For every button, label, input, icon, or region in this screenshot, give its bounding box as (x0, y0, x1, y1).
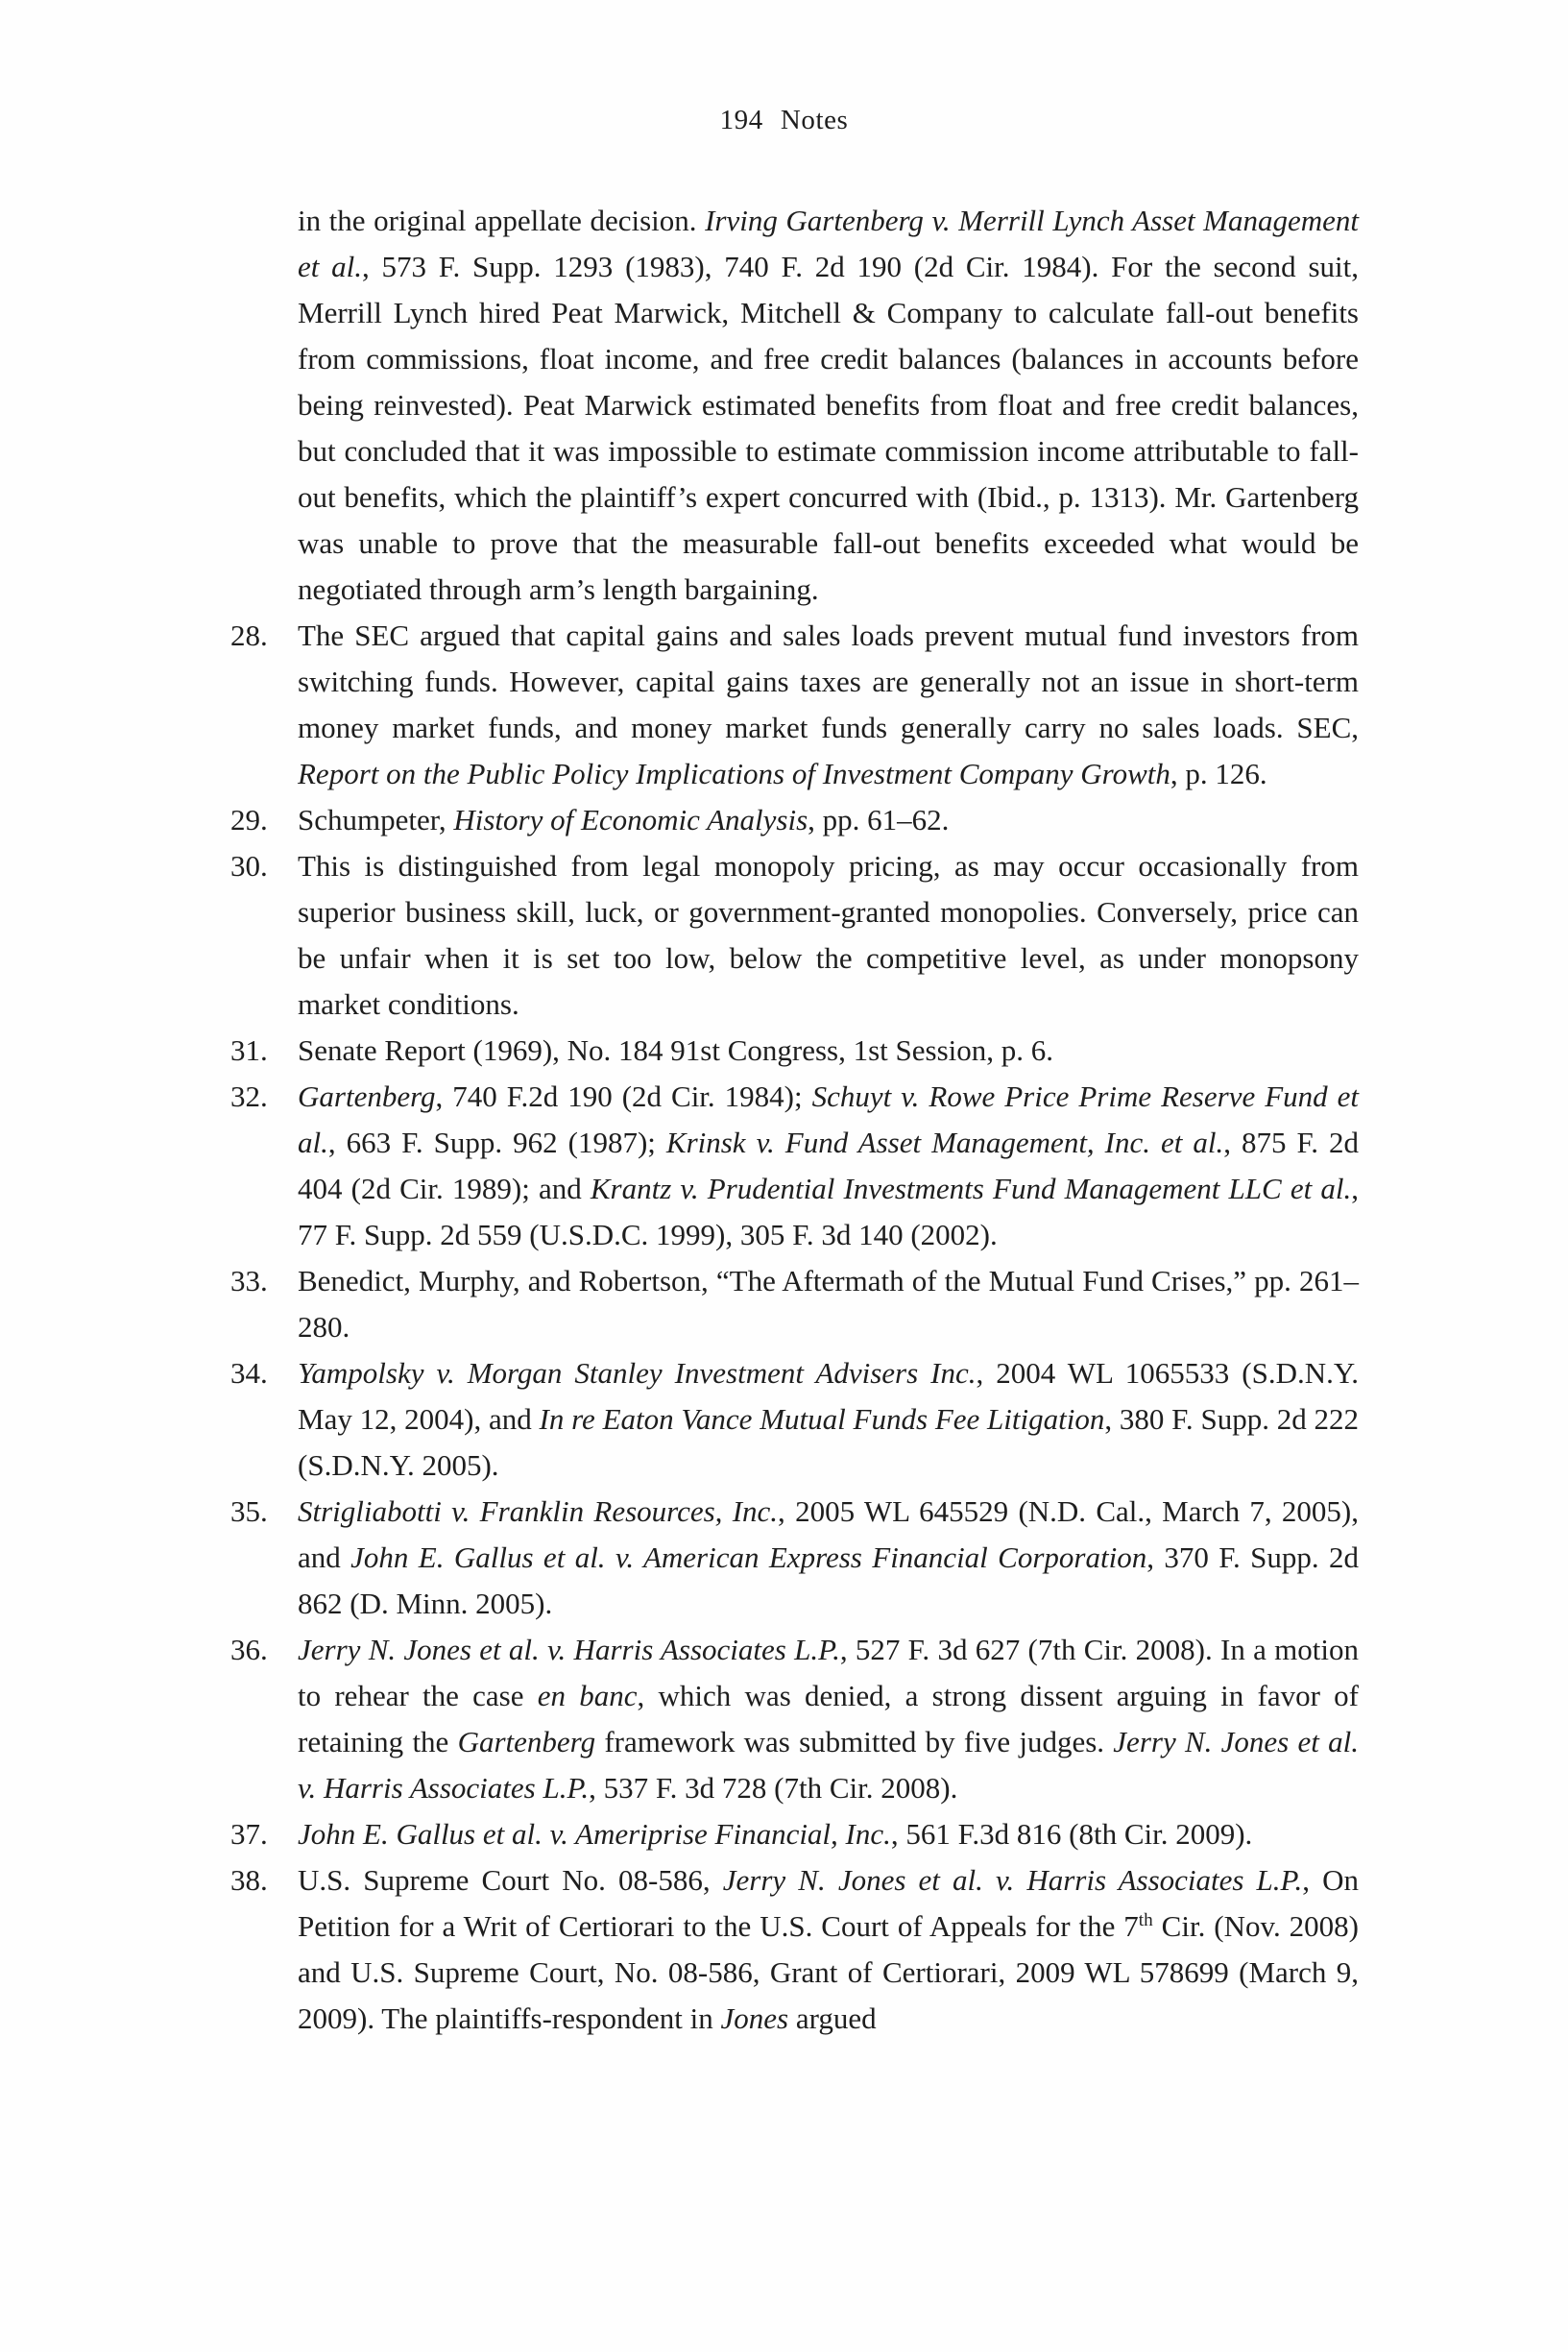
note-number: 28. (230, 618, 268, 652)
note-27-continuation-text: in the original appellate decision. Irving Gartenberg v. Merrill Lynch Asset Management et al., 573 F. Supp. 1293 (1983), 740 F. 2d 190 (2d Cir. 1984). For the second suit, Merrill Lynch hired Peat Marwick, Mitchell & Company to calculate fall-out benefits from commissions, float income, and free credit balances (balances in accounts before being reinvested). Peat Marwick estimated benefits from float and free credit balances, but concluded that it was impossible to estimate commission income attributable to fall-out benefits, which the plaintiff’s expert concurred with (Ibid., p. 1313). Mr. Gartenberg was unable to prove that the measurable fall-out benefits exceeded what would be negotiated through arm’s length bargaining. (298, 204, 1359, 606)
page-number: 194 (719, 105, 763, 135)
note-number: 33. (230, 1264, 268, 1297)
note-number: 34. (230, 1356, 268, 1390)
note-text: Benedict, Murphy, and Robertson, “The Aftermath of the Mutual Fund Crises,” pp. 261–280. (298, 1264, 1359, 1344)
note-text: Gartenberg, 740 F.2d 190 (2d Cir. 1984); Schuyt v. Rowe Price Prime Reserve Fund et al., 663 F. Supp. 962 (1987); Krinsk v. Fund Asset Management, Inc. et al., 875 F. 2d 404 (2d Cir. 1989); and Krantz v. Prudential Investments Fund Management LLC et al., 77 F. Supp. 2d 559 (U.S.D.C. 1999), 305 F. 3d 140 (2002). (298, 1079, 1360, 1251)
note-text: Yampolsky v. Morgan Stanley Investment Advisers Inc., 2004 WL 1065533 (S.D.N.Y. May 12, 2004), and In re Eaton Vance Mutual Funds Fee Litigation, 380 F. Supp. 2d 222 (S.D.N.Y. 2005). (298, 1356, 1360, 1482)
note-text: This is distinguished from legal monopoly pricing, as may occur occasionally from superior business skill, luck, or government-granted monopolies. Conversely, price can be unfair when it is set too low, below the competitive level, as under monopsony market conditions. (298, 849, 1359, 1021)
note-31 (230, 1028, 1359, 1074)
note-29 (230, 797, 1359, 843)
note-number: 29. (230, 803, 268, 837)
note-text: The SEC argued that capital gains and sales loads prevent mutual fund investors from switching funds. However, capital gains taxes are generally not an issue in short-term money market funds, and money market funds generally carry no sales loads. SEC, Report on the Public Policy Implications of Investment Company Growth, p. 126. (298, 618, 1359, 790)
note-36 (230, 1627, 1359, 1811)
note-number: 38. (230, 1863, 268, 1897)
note-35 (230, 1489, 1359, 1627)
note-text: Senate Report (1969), No. 184 91st Congress, 1st Session, p. 6. (298, 1033, 1054, 1067)
note-number: 30. (230, 849, 268, 883)
note-text: Jerry N. Jones et al. v. Harris Associates L.P., 527 F. 3d 627 (7th Cir. 2008). In a motion to rehear the case en banc, which was denied, a strong dissent arguing in favor of retaining the Gartenberg framework was submitted by five judges. Jerry N. Jones et al. v. Harris Associates L.P., 537 F. 3d 728 (7th Cir. 2008). (298, 1633, 1360, 1805)
note-37 (230, 1811, 1359, 1857)
note-32 (230, 1074, 1359, 1258)
running-head (0, 104, 1568, 136)
note-28 (230, 613, 1359, 797)
note-33 (230, 1258, 1359, 1350)
note-text: U.S. Supreme Court No. 08-586, Jerry N. Jones et al. v. Harris Associates L.P., On Petition for a Writ of Certiorari to the U.S. Court of Appeals for the 7th Cir. (Nov. 2008) and U.S. Supreme Court, No. 08-586, Grant of Certiorari, 2009 WL 578699 (March 9, 2009). The plaintiffs-respondent in Jones argued (298, 1863, 1360, 2035)
note-number: 35. (230, 1494, 268, 1528)
note-text: John E. Gallus et al. v. Ameriprise Financial, Inc., 561 F.3d 816 (8th Cir. 2009). (298, 1817, 1253, 1851)
note-number: 32. (230, 1079, 268, 1113)
note-30 (230, 843, 1359, 1028)
notes-block (230, 198, 1359, 2042)
note-text: Strigliabotti v. Franklin Resources, Inc., 2005 WL 645529 (N.D. Cal., March 7, 2005), and John E. Gallus et al. v. American Express Financial Corporation, 370 F. Supp. 2d 862 (D. Minn. 2005). (298, 1494, 1360, 1620)
note-38 (230, 1857, 1359, 2042)
note-text: Schumpeter, History of Economic Analysis, pp. 61–62. (298, 803, 950, 837)
note-number: 36. (230, 1633, 268, 1666)
note-34 (230, 1350, 1359, 1489)
note-number: 31. (230, 1033, 268, 1067)
note-number: 37. (230, 1817, 268, 1851)
section-title: Notes (780, 105, 849, 135)
